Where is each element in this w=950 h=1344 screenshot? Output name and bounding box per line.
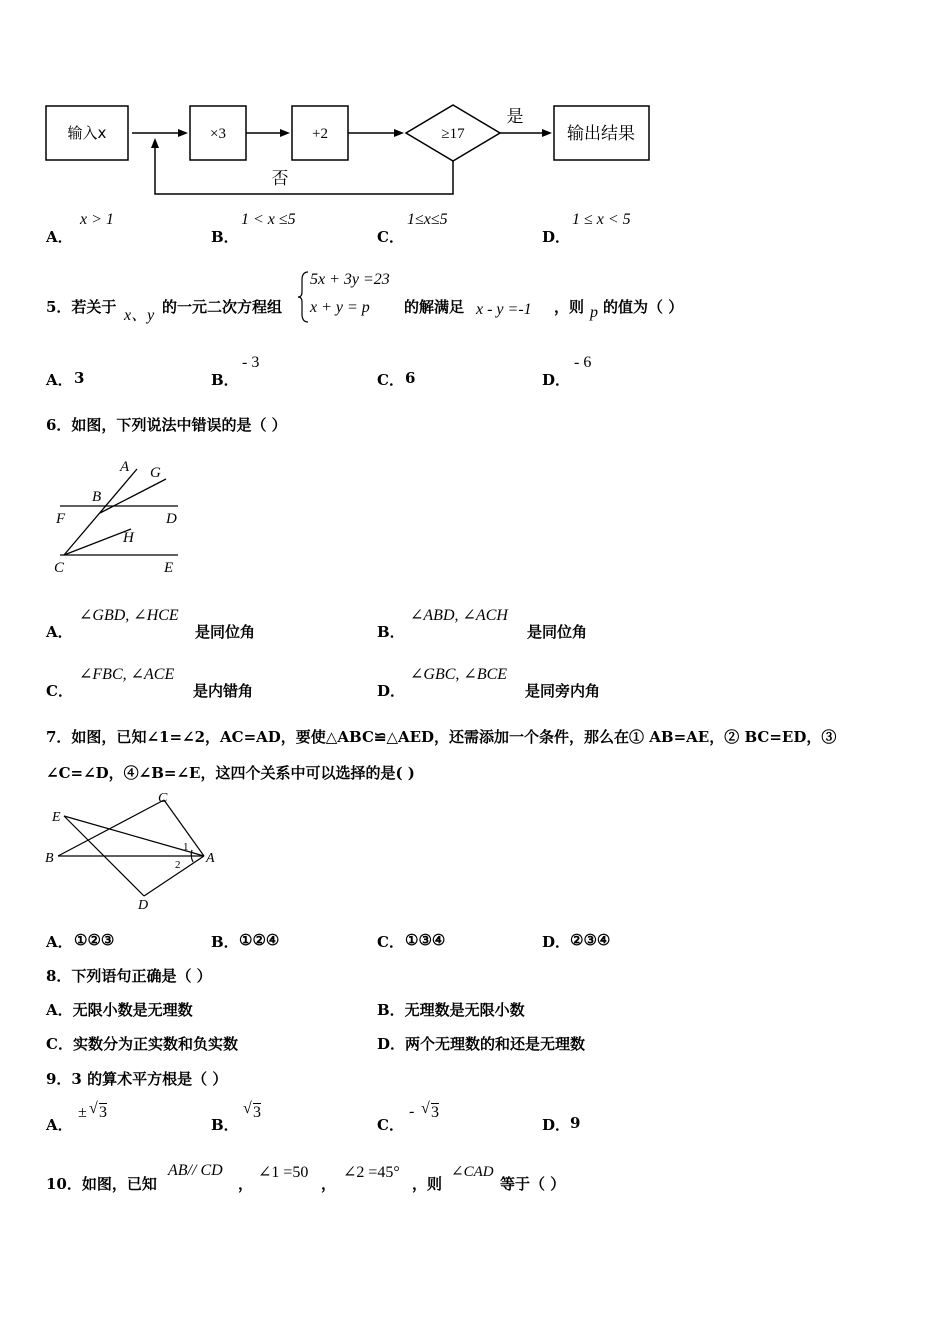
q9-option-b-radicand: 3	[253, 1104, 261, 1121]
q5-option-b-letter: B．	[211, 371, 239, 389]
q5-condition: x - y =-1	[476, 301, 532, 318]
q6-option-b-math: ∠ABD, ∠ACH	[410, 607, 508, 624]
q4-option-d: 1 ≤ x < 5	[572, 211, 631, 228]
q4-option-a-letter: A．	[46, 228, 73, 246]
q10-comma1: ，	[238, 1175, 254, 1193]
q9-option-c-letter: C．	[377, 1116, 404, 1134]
q4-option-c: 1≤x≤5	[407, 211, 448, 228]
q6-label-c: C	[54, 560, 65, 576]
q9-option-d: 9	[570, 1114, 581, 1132]
q10-stem-pre: 10．如图，已知	[46, 1175, 157, 1193]
q7-label-e: E	[52, 810, 61, 825]
output-label: 输出结果	[567, 124, 635, 144]
q10-stem-end: 等于（ ）	[500, 1175, 566, 1193]
q5-option-a: 3	[74, 369, 85, 387]
plus-label: +2	[312, 126, 328, 142]
q9-option-b-sqrt-icon: √	[243, 1100, 252, 1117]
q8-option-a: A．无限小数是无理数	[46, 1001, 193, 1019]
q6-label-h: H	[123, 530, 134, 546]
times-label: ×3	[210, 126, 226, 142]
q9-option-a-radicand: 3	[99, 1104, 107, 1121]
q7-option-a-letter: A．	[46, 933, 73, 951]
q7-label-a: A	[206, 851, 215, 866]
q5-eq2: x + y = p	[310, 299, 370, 316]
q4-option-a: x > 1	[80, 211, 114, 228]
q7-option-b-letter: B．	[211, 933, 239, 951]
q4-option-d-letter: D．	[542, 228, 571, 246]
q7-option-a: ①②③	[74, 931, 115, 949]
q6-label-a: A	[120, 459, 130, 475]
q6-option-b-text: 是同位角	[527, 623, 588, 641]
q10-parallel: AB// CD	[168, 1162, 223, 1179]
yes-label: 是	[506, 107, 524, 127]
q4-option-b-letter: B．	[211, 228, 239, 246]
q9-option-a-sqrt-icon: √	[89, 1100, 98, 1117]
q6-option-c-math: ∠FBC, ∠ACE	[79, 666, 175, 683]
q6-label-f: F	[56, 511, 66, 527]
input-label: 输入x	[67, 124, 107, 142]
q4-option-c-letter: C．	[377, 228, 404, 246]
q6-option-a-letter: A．	[46, 623, 73, 641]
q7-label-d: D	[138, 898, 149, 913]
q9-option-d-letter: D．	[542, 1116, 571, 1134]
q5-option-d-letter: D．	[542, 371, 571, 389]
q9-option-c-sqrt-icon: √	[421, 1100, 430, 1117]
flowchart	[40, 100, 660, 200]
q5-stem-pre: 5．若关于	[46, 298, 117, 316]
q9-option-a-letter: A．	[46, 1116, 73, 1134]
q7-option-d-letter: D．	[542, 933, 571, 951]
q5-option-d: - 6	[574, 354, 592, 371]
no-label: 否	[271, 169, 289, 189]
q9-option-a-sign: ±	[78, 1104, 87, 1121]
q6-option-d-math: ∠GBC, ∠BCE	[410, 666, 508, 683]
q6-option-c-letter: C．	[46, 682, 73, 700]
q5-stem-mid3: ，则	[554, 298, 585, 316]
q9-option-c-sign: -	[409, 1103, 415, 1120]
q9-option-c-radicand: 3	[431, 1104, 439, 1121]
q8-option-c: C．实数分为正实数和负实数	[46, 1035, 238, 1053]
q6-option-b-letter: B．	[377, 623, 405, 641]
q7-stem-line2: ∠C=∠D，④∠B=∠E，这四个关系中可以选择的是( )	[46, 764, 415, 782]
q8-option-b: B．无理数是无限小数	[377, 1001, 525, 1019]
q7-option-c-letter: C．	[377, 933, 404, 951]
q7-option-b: ①②④	[239, 931, 280, 949]
q5-stem-mid2: 的解满足	[404, 298, 465, 316]
q8-stem: 8．下列语句正确是（ ）	[46, 967, 212, 985]
q5-option-c-letter: C．	[377, 371, 404, 389]
q5-option-a-letter: A．	[46, 371, 73, 389]
q7-label-c: C	[158, 791, 168, 806]
q6-option-c-text: 是内错角	[193, 682, 254, 700]
q9-stem: 9．3 的算术平方根是（ ）	[46, 1070, 228, 1088]
q6-option-d-text: 是同旁内角	[525, 682, 601, 700]
q6-option-d-letter: D．	[377, 682, 406, 700]
q9-option-b-letter: B．	[211, 1116, 239, 1134]
q7-label-b: B	[45, 851, 54, 866]
q7-option-d: ②③④	[570, 931, 611, 949]
q5-eq1: 5x + 3y =23	[310, 271, 390, 288]
q7-option-c: ①③④	[405, 931, 446, 949]
q5-brace	[296, 270, 310, 324]
q6-label-g: G	[150, 465, 161, 481]
q6-label-e: E	[164, 560, 174, 576]
q7-label-angle2: 2	[175, 859, 181, 871]
q5-option-c: 6	[405, 369, 416, 387]
q8-option-d: D．两个无理数的和还是无理数	[377, 1035, 586, 1053]
q10-angle1: ∠1 =50	[258, 1164, 309, 1181]
condition-label: ≥17	[441, 126, 465, 142]
q6-label-b: B	[92, 489, 102, 505]
q6-label-d: D	[166, 511, 177, 527]
q4-option-b: 1 < x ≤5	[241, 211, 296, 228]
q10-target-angle: ∠CAD	[451, 1164, 494, 1180]
q5-stem-mid: 的一元二次方程组	[162, 298, 283, 316]
q6-option-a-math: ∠GBD, ∠HCE	[79, 607, 179, 624]
q5-vars: x、y	[124, 307, 155, 324]
q6-option-a-text: 是同位角	[195, 623, 256, 641]
q10-comma2: ，	[321, 1175, 337, 1193]
q5-stem-end: 的值为（ ）	[603, 298, 684, 316]
q5-option-b: - 3	[242, 354, 260, 371]
q6-figure	[50, 455, 190, 580]
loop-back-line	[155, 142, 453, 194]
q10-angle2: ∠2 =45°	[343, 1164, 400, 1181]
q10-stem-mid: ，则	[412, 1175, 443, 1193]
q7-stem-line1: 7．如图，已知∠1=∠2，AC=AD，要使△ABC≌△AED，还需添加一个条件，那么在① AB=AE，② BC=ED，③	[46, 728, 837, 746]
q7-figure	[40, 788, 230, 913]
q7-label-angle1: 1	[183, 841, 189, 853]
q5-p: p	[590, 304, 598, 321]
q6-stem: 6．如图，下列说法中错误的是（ ）	[46, 416, 287, 434]
